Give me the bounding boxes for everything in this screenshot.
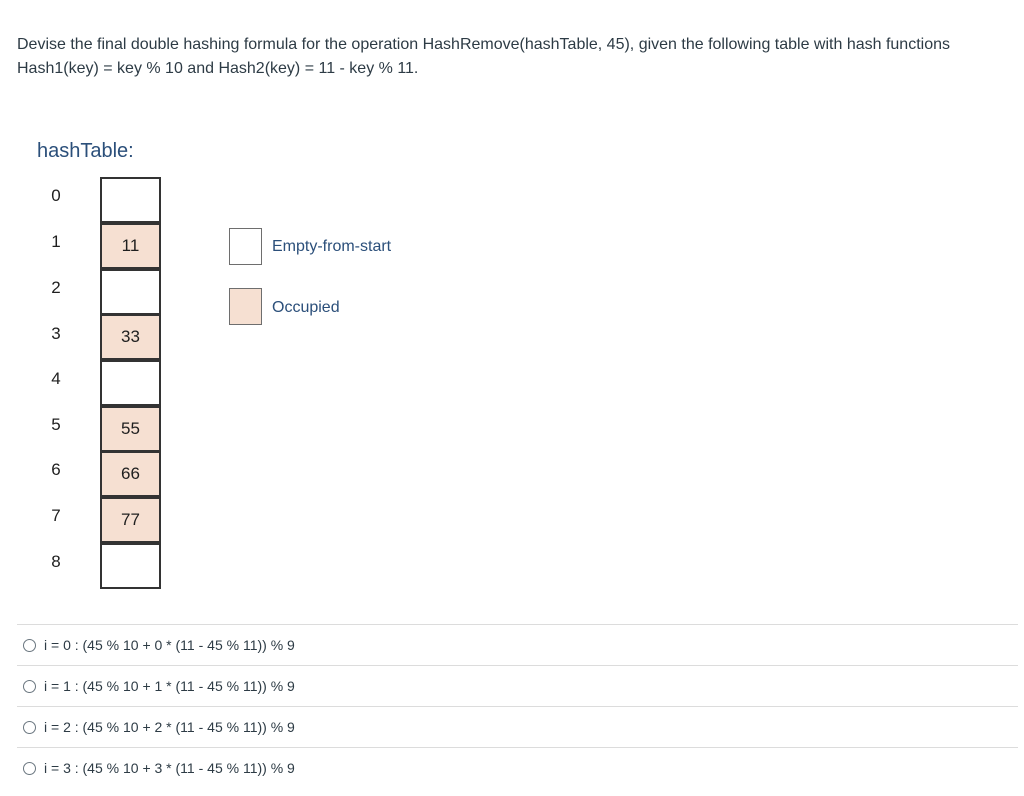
legend-swatch-occupied [229,288,262,325]
answer-option[interactable] [17,706,1018,747]
radio-button[interactable] [23,680,36,693]
answer-label: i = 1 : (45 % 10 + 1 * (11 - 45 % 11)) % 9 [44,678,295,694]
legend-label-empty: Empty-from-start [272,238,392,255]
table-cell: 66 [100,451,161,497]
question-text: Devise the final double hashing formula for the operation HashRemove(hashTable, 45), given the following table with hash functions Hash1(key) = key % 10 and Hash2(key) = 11 - key % 11. [17,36,950,77]
slot-index: 1 [51,232,61,251]
slot-index: 7 [51,506,61,525]
slot-index: 6 [51,460,61,479]
answer-list [17,624,1018,788]
answer-option[interactable] [17,624,1018,665]
answer-label: i = 2 : (45 % 10 + 2 * (11 - 45 % 11)) % 9 [44,719,295,735]
slot-index: 4 [51,369,61,388]
slot-index: 0 [51,186,61,205]
radio-button[interactable] [23,639,36,652]
slot-index: 2 [51,278,61,297]
answer-option[interactable] [17,747,1018,788]
table-cell: 33 [100,314,161,360]
radio-button[interactable] [23,762,36,775]
legend-swatch-empty [229,228,262,265]
answer-label: i = 0 : (45 % 10 + 0 * (11 - 45 % 11)) % 9 [44,637,295,653]
table-cell: 11 [100,223,161,269]
legend-label-occupied: Occupied [272,299,340,316]
slot-index: 5 [51,415,61,434]
table-cell: 77 [100,497,161,543]
answer-label: i = 3 : (45 % 10 + 3 * (11 - 45 % 11)) % 9 [44,760,295,776]
answer-option[interactable] [17,665,1018,706]
table-cell [100,543,161,589]
radio-button[interactable] [23,721,36,734]
table-cell [100,360,161,406]
figure-title: hashTable: [37,140,134,162]
table-cell [100,269,161,315]
slot-index: 3 [51,324,61,343]
table-cell [100,177,161,223]
slot-index: 8 [51,552,61,571]
table-cell: 55 [100,406,161,452]
